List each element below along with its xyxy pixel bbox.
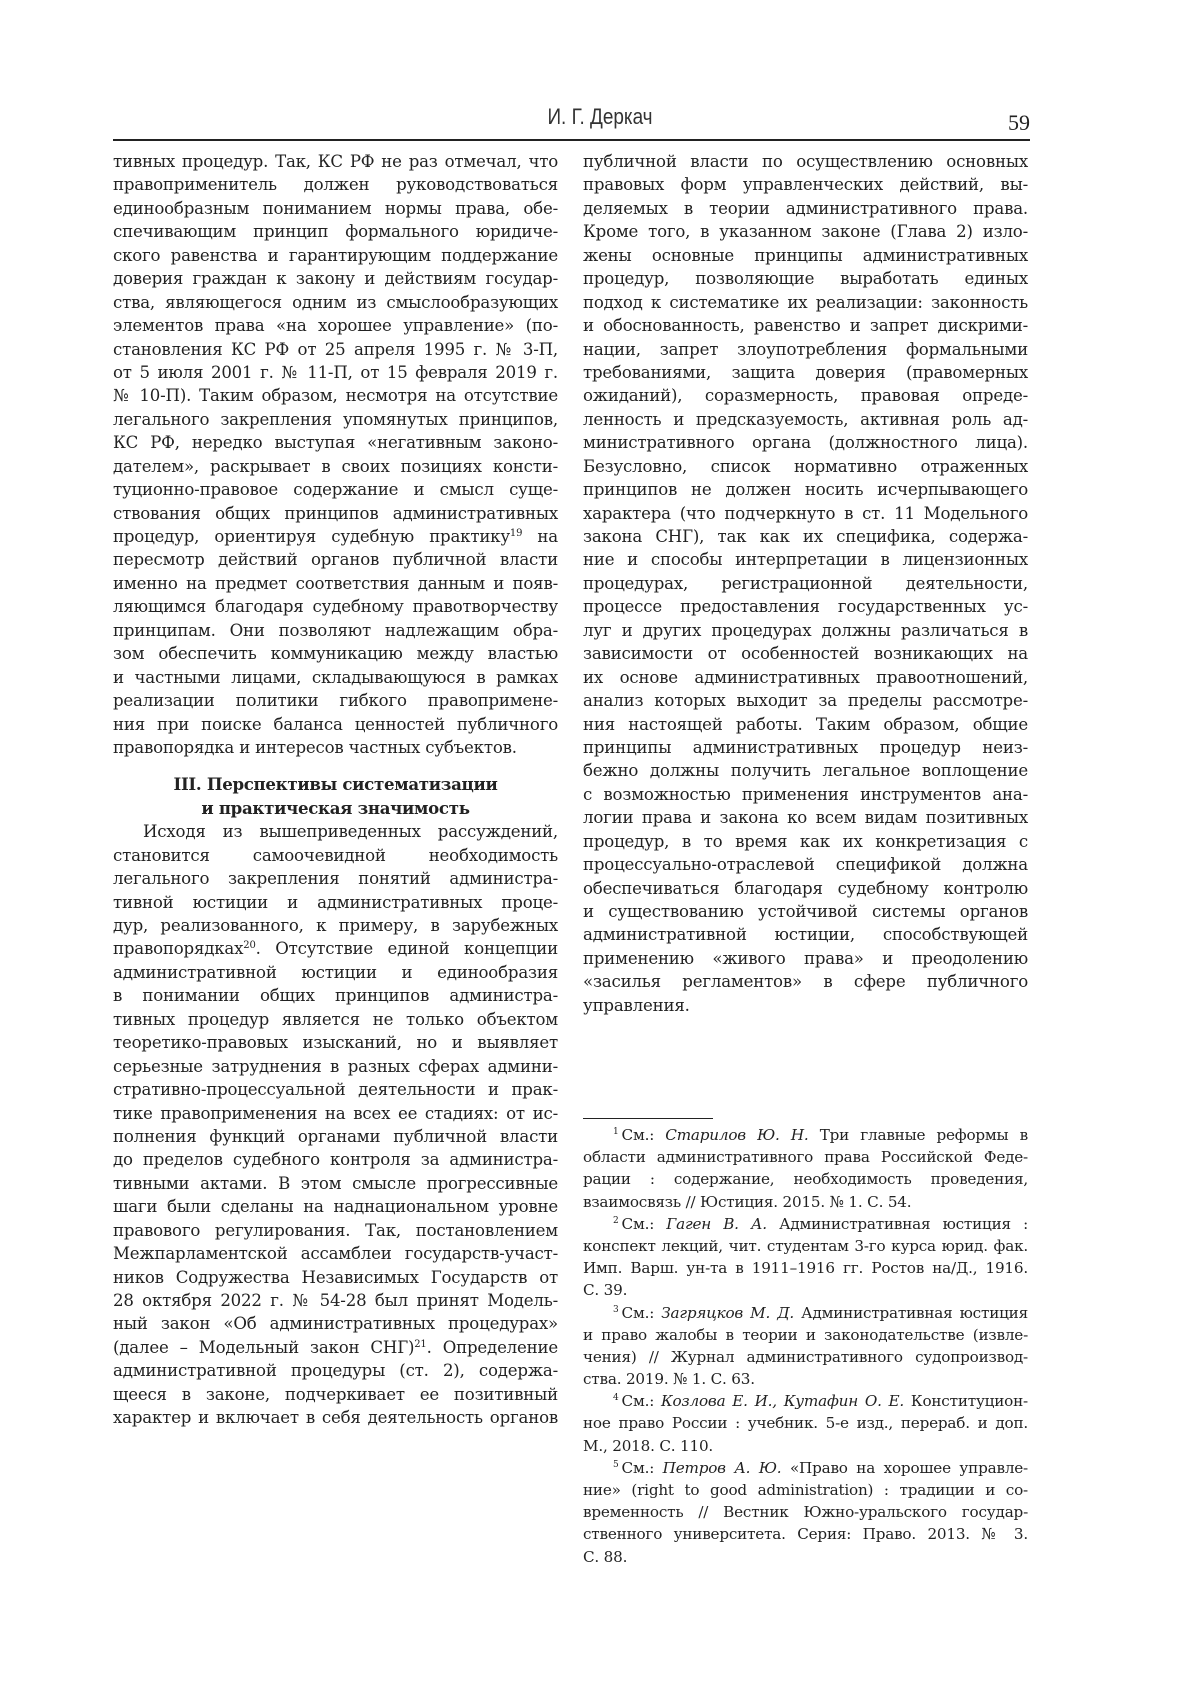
text-line: бежно должны получить легальное воплощение <box>583 761 1028 781</box>
text-line: Исходя из вышеприведенных рассуждений, <box>143 822 558 842</box>
text-line: обеспечиваться благодаря судебному контролю <box>583 878 1028 898</box>
section-heading-line-1: III. Перспективы систематизации <box>173 774 498 795</box>
text-line-with-footnote-ref <box>113 1336 558 1359</box>
text-line: щееся в законе, подчеркивает ее позитивный <box>113 1384 558 1404</box>
text-line: элементов права «на хорошее управление» (по- <box>113 316 558 336</box>
text-line: серьезные затруднения в разных сферах админи- <box>113 1056 558 1076</box>
footnote-author: Петров А. Ю. <box>662 1458 782 1477</box>
text-line: правовых форм управленческих действий, вы- <box>583 175 1028 195</box>
text-line: и частными лицами, складывающуюся в рамках <box>113 667 558 687</box>
footnote-number: 4 <box>613 1393 619 1404</box>
text-line: принципы административных процедур неиз- <box>583 737 1028 757</box>
footnote-separator <box>583 1118 713 1119</box>
left-column <box>113 150 558 1430</box>
text-segment: процедур, ориентируя судебную практику <box>113 527 510 546</box>
footnote-prefix: См.: <box>621 1458 663 1477</box>
text-line: № 10-П). Таким образом, несмотря на отсутствие <box>113 386 558 406</box>
text-line: административной юстиции и единообразия <box>113 962 558 982</box>
section-heading-line-2: и практическая значимость <box>201 797 470 818</box>
text-line: ленность и предсказуемость, активная роль ад- <box>583 409 1028 429</box>
text-line: логии права и закона ко всем видам позитивных <box>583 808 1028 828</box>
text-line: ляющимся благодаря судебному правотворчеству <box>113 597 558 617</box>
footnote-line: чения) // Журнал административного судопроизвод- <box>583 1347 1028 1366</box>
footnote-text: Три главные реформы в <box>808 1126 1028 1144</box>
footnote-line: конспект лекций, чит. студентам 3-го курса юрид. фак. <box>583 1236 1028 1255</box>
text-line: административной юстиции, способствующей <box>583 925 1028 945</box>
text-line: легального закрепления упомянутых принципов, <box>113 409 558 429</box>
text-segment: . Отсутствие единой концепции <box>255 939 558 959</box>
text-line: требованиями, защита доверия (правомерных <box>583 362 1028 382</box>
text-line: их основе административных правоотношений, <box>583 667 1028 687</box>
footnote-number: 5 <box>613 1459 619 1470</box>
text-line: именно на предмет соответствия данным и появ- <box>113 573 558 593</box>
text-line: туционно-правовое содержание и смысл суще- <box>113 480 558 500</box>
footnotes <box>583 1124 1028 1568</box>
text-line: ского равенства и гарантирующим поддержание <box>113 245 558 265</box>
footnote-ref-21[interactable]: 21 <box>414 1338 427 1350</box>
footnote-ref-20[interactable]: 20 <box>243 940 256 952</box>
text-line: министративного органа (должностного лица). <box>583 433 1028 453</box>
footnote-line: М., 2018. С. 110. <box>583 1436 714 1455</box>
footnote-number: 2 <box>613 1215 619 1226</box>
text-line: Межпарламентской ассамблеи государств-участ- <box>113 1244 558 1264</box>
header-rule <box>113 139 1030 141</box>
text-line: с возможностью применения инструментов ана- <box>583 784 1028 804</box>
text-line: от 5 июля 2001 г. № 11-П, от 15 февраля 2019 г. <box>113 362 558 382</box>
text-line: подход к систематике их реализации: законность <box>583 292 1028 312</box>
text-segment: правопорядках <box>113 939 244 959</box>
text-line: легального закрепления понятий администра- <box>113 869 558 889</box>
text-line: процессуально-отраслевой спецификой должна <box>583 855 1028 875</box>
text-line: становится самоочевидной необходимость <box>113 845 558 865</box>
text-line: правоприменитель должен руководствоваться <box>113 175 558 195</box>
footnote-line: ние» (right to good administration) : традиции и со- <box>583 1481 1028 1499</box>
text-line: «засилья регламентов» в сфере публичного <box>583 972 1028 992</box>
footnote-line: ное право России : учебник. 5-е изд., перераб. и доп. <box>583 1414 1028 1433</box>
footnote-3 <box>583 1302 1028 1324</box>
text-line: ние и способы интерпретации в лицензионных <box>583 550 1028 570</box>
text-line-with-footnote-ref <box>113 525 558 548</box>
text-line: тивной юстиции и административных проце- <box>113 892 558 912</box>
footnote-prefix: См.: <box>621 1214 667 1233</box>
text-line: нации, запрет злоупотребления формальными <box>583 339 1028 359</box>
footnote-author: Загряцков М. Д. <box>661 1303 795 1322</box>
footnote-1 <box>583 1124 1028 1146</box>
text-line: 28 октября 2022 г. № 54-28 был принят Модель- <box>113 1291 558 1310</box>
text-line: процедур, позволяющие выработать единых <box>583 269 1028 289</box>
text-line: тике правоприменения на всех ее стадиях: от ис- <box>113 1103 558 1123</box>
footnote-author: Гаген В. А. <box>666 1214 767 1233</box>
text-line: до пределов судебного контроля за администра- <box>113 1150 558 1170</box>
footnote-4 <box>583 1390 1028 1412</box>
text-segment: на <box>522 527 558 546</box>
footnote-line: области административного права Российской Феде- <box>583 1148 1028 1167</box>
text-line: управления. <box>583 995 690 1015</box>
footnote-line: и право жалобы в теории и законодательстве (извле- <box>583 1325 1028 1344</box>
text-line: ния настоящей работы. Таким образом, общие <box>583 714 1028 734</box>
text-line: деляемых в теории административного права. <box>583 198 1028 218</box>
text-line: становления КС РФ от 25 апреля 1995 г. № 3-П, <box>113 339 558 359</box>
text-line: ства, являющегося одним из смыслообразующих <box>113 292 558 312</box>
footnote-line: С. 39. <box>583 1281 628 1300</box>
text-line: шаги были сделаны на наднациональном уровне <box>113 1197 558 1217</box>
footnote-line: С. 88. <box>583 1547 628 1566</box>
footnote-number: 1 <box>613 1127 619 1137</box>
footnote-prefix: См.: <box>621 1126 666 1144</box>
footnote-prefix: См.: <box>621 1392 661 1411</box>
text-line: ный закон «Об административных процедурах» <box>113 1314 558 1334</box>
footnote-prefix: См.: <box>621 1303 662 1322</box>
text-line: анализ которых выходит за пределы рассмотре- <box>583 691 1028 711</box>
text-line: ожиданий), соразмерность, правовая опреде- <box>583 386 1028 406</box>
text-line: административной процедуры (ст. 2), содержа- <box>113 1361 558 1381</box>
text-line: характера (что подчеркнуто в ст. 11 Модельного <box>583 503 1028 523</box>
text-line: реализации политики гибкого правопримене- <box>113 691 558 711</box>
footnote-text: «Право на хорошее управле- <box>781 1458 1028 1477</box>
text-line: характер и включает в себя деятельность органов <box>113 1408 558 1428</box>
footnote-number: 3 <box>613 1304 619 1315</box>
text-line: и существованию устойчивой системы органов <box>583 902 1028 921</box>
text-line: пересмотр действий органов публичной власти <box>113 550 558 570</box>
text-line: доверия граждан к закону и действиям государ- <box>113 269 558 289</box>
text-line: правового регулирования. Так, постановлением <box>113 1220 558 1240</box>
text-line: ния при поиске баланса ценностей публичного <box>113 714 558 734</box>
text-line: тивными актами. В этом смысле прогрессивные <box>113 1173 558 1193</box>
text-line: принципов не должен носить исчерпывающего <box>583 480 1028 500</box>
text-line: ников Содружества Независимых Государств от <box>113 1267 558 1287</box>
text-line: дателем», раскрывает в своих позициях консти- <box>113 456 558 476</box>
text-line: спечивающим принцип формального юридиче- <box>113 222 558 242</box>
text-line-with-footnote-ref <box>113 937 558 960</box>
text-line: в понимании общих принципов администра- <box>113 986 558 1006</box>
footnote-text: Административная юстиция : <box>766 1214 1028 1233</box>
footnote-author: Козлова Е. И., Кутафин О. Е. <box>660 1392 905 1411</box>
text-line: дур, реализованного, к примеру, в зарубежных <box>113 916 558 935</box>
footnote-line: ственного университета. Серия: Право. 2013. № 3. <box>583 1525 1028 1544</box>
footnote-text: Административная юстиция <box>794 1303 1028 1322</box>
footnote-text: Конституцион- <box>904 1392 1028 1411</box>
text-line: тивных процедур. Так, КС РФ не раз отмечал, что <box>113 152 558 171</box>
text-line: закона СНГ), так как их специфика, содержа- <box>583 527 1028 546</box>
text-line: ствования общих принципов административных <box>113 503 558 523</box>
text-line: процедурах, регистрационной деятельности, <box>583 573 1028 593</box>
text-line: публичной власти по осуществлению основных <box>583 152 1028 171</box>
text-line: КС РФ, нередко выступая «негативным законо- <box>113 433 558 453</box>
spacer <box>113 759 558 773</box>
text-line: зависимости от особенностей возникающих на <box>583 644 1028 664</box>
text-line: полнения функций органами публичной власти <box>113 1126 558 1146</box>
text-segment: (далее – Модельный закон СНГ) <box>113 1337 415 1357</box>
text-line: тивных процедур является не только объектом <box>113 1009 558 1029</box>
running-head-author: И. Г. Деркач <box>547 104 653 129</box>
text-line: зом обеспечить коммуникацию между властью <box>113 644 558 664</box>
text-line: правопорядка и интересов частных субъектов. <box>113 737 517 757</box>
footnote-ref-19[interactable]: 19 <box>509 528 523 539</box>
text-line: и обоснованность, равенство и запрет дискрими- <box>583 316 1028 336</box>
text-segment: . Определение <box>426 1337 558 1357</box>
text-line: стративно-процессуальной деятельности и прак- <box>113 1080 558 1100</box>
text-line: применению «живого права» и преодолению <box>583 948 1028 968</box>
text-line: Безусловно, список нормативно отраженных <box>583 456 1028 476</box>
right-column <box>583 150 1028 1017</box>
footnote-line: ства. 2019. № 1. С. 63. <box>583 1370 755 1389</box>
text-line: процедур, в то время как их конкретизация с <box>583 831 1028 851</box>
text-line: луг и других процедурах должны различаться в <box>583 620 1028 640</box>
text-line: процессе предоставления государственных ус- <box>583 597 1028 617</box>
footnote-line: рации : содержание, необходимость проведения, <box>583 1170 1028 1189</box>
footnote-author: Старилов Ю. Н. <box>665 1126 809 1144</box>
footnote-5 <box>583 1457 1028 1479</box>
text-line: Кроме того, в указанном законе (Глава 2) изло- <box>583 222 1028 242</box>
footnote-line: временность // Вестник Южно-уральского государ- <box>583 1503 1028 1522</box>
text-line: теоретико-правовых изысканий, но и выявляет <box>113 1033 558 1053</box>
text-line: принципам. Они позволяют надлежащим обра- <box>113 620 558 640</box>
text-line: жены основные принципы административных <box>583 245 1028 265</box>
page-number: 59 <box>1008 110 1030 135</box>
footnote-2 <box>583 1213 1028 1235</box>
footnote-line: взаимосвязь // Юстиция. 2015. № 1. С. 54. <box>583 1192 912 1211</box>
text-line: единообразным пониманием нормы права, обе- <box>113 198 558 218</box>
footnote-line: Имп. Варш. ун-та в 1911–1916 гг. Ростов на/Д., 1916. <box>583 1259 1028 1278</box>
